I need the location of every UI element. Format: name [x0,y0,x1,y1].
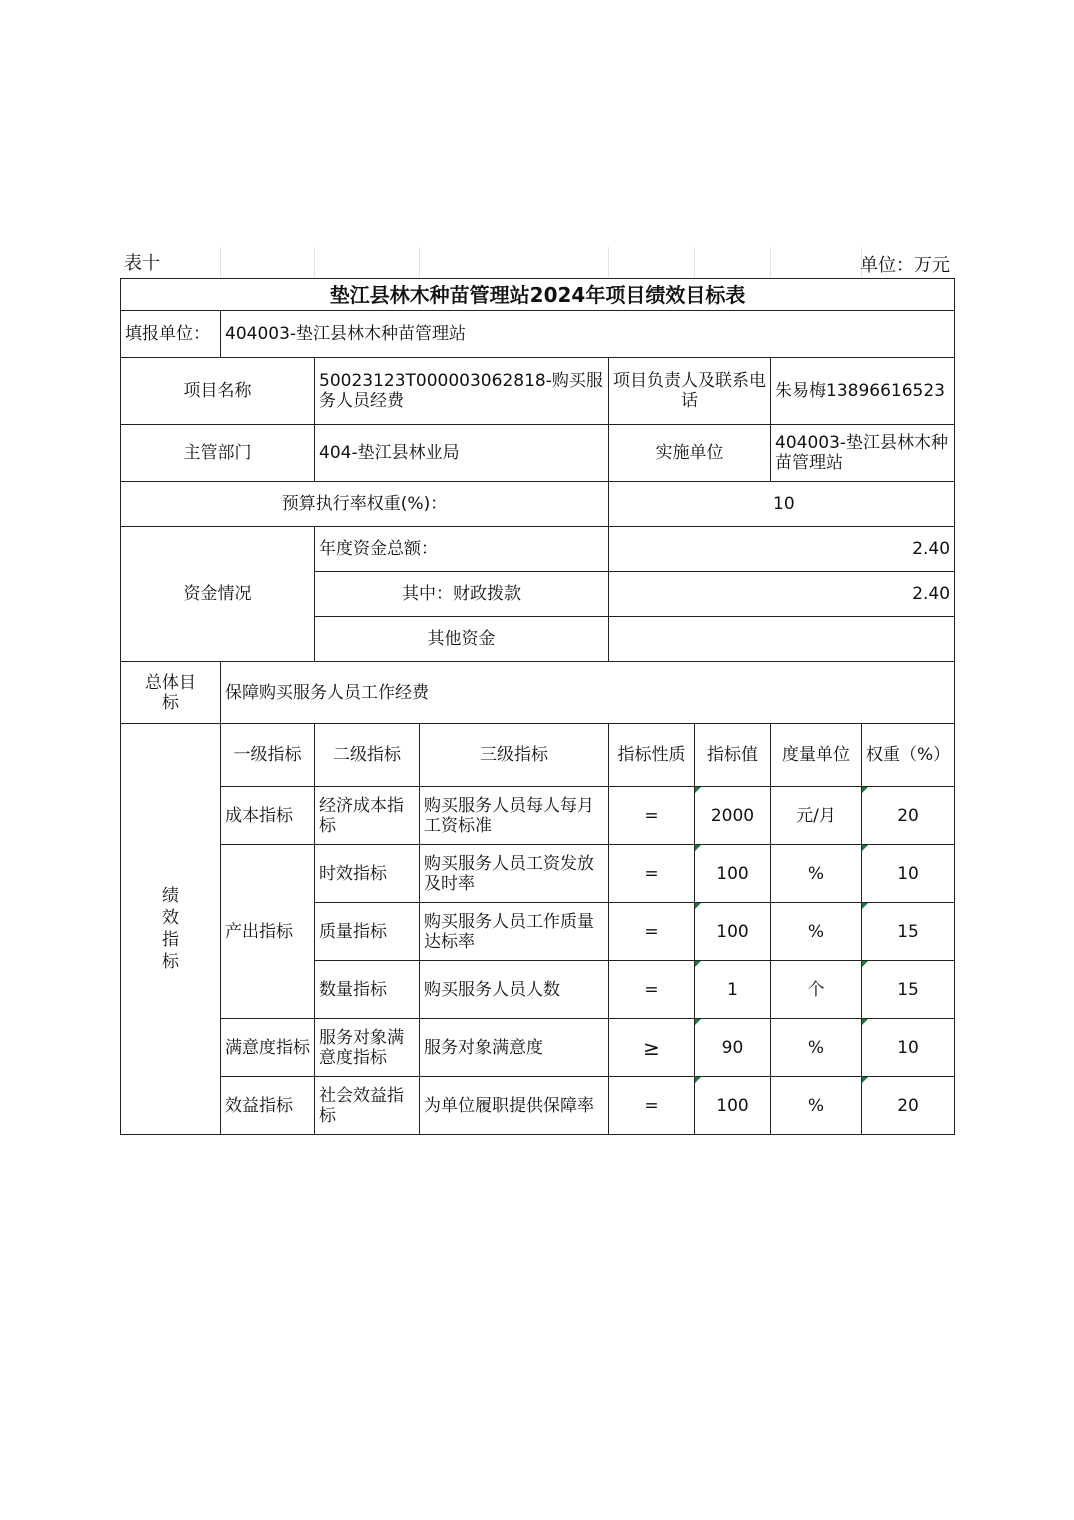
row-nature: = [609,903,695,961]
table-row [121,787,955,845]
row-weight: 20 [862,787,955,845]
row-value: 2000 [695,787,771,845]
level1-cost: 成本指标 [221,787,315,845]
row-unit: % [771,1077,862,1135]
row-level3: 购买服务人员每人每月工资标准 [420,787,609,845]
row-level2: 质量指标 [315,903,420,961]
row-level2: 时效指标 [315,845,420,903]
row-unit: % [771,903,862,961]
row-unit: 元/月 [771,787,862,845]
row-level3: 购买服务人员工资发放及时率 [420,845,609,903]
funds-total-label: 年度资金总额： [315,527,609,572]
performance-table [120,278,955,1135]
funds-other-value [609,617,955,662]
funds-label: 资金情况 [121,527,315,662]
project-name-value: 50023123T000003062818-购买服务人员经费 [315,358,609,425]
row-level2: 经济成本指标 [315,787,420,845]
impl-unit-value: 404003-垫江县林木种苗管理站 [771,425,955,482]
row-weight: 10 [862,845,955,903]
row-nature: = [609,1077,695,1135]
table-row [121,1019,955,1077]
indicators-section-label: 绩效指标 [121,724,221,1135]
page-title: 垫江县林木种苗管理站2024年项目绩效目标表 [121,279,955,311]
level1-benefit: 效益指标 [221,1077,315,1135]
row-level2: 社会效益指标 [315,1077,420,1135]
project-owner-value: 朱易梅13896616523 [771,358,955,425]
table-row [121,845,955,903]
header-level1: 一级指标 [221,724,315,787]
table-row [121,1077,955,1135]
level1-satisfaction: 满意度指标 [221,1019,315,1077]
header-level3: 三级指标 [420,724,609,787]
row-value: 100 [695,845,771,903]
row-weight: 20 [862,1077,955,1135]
budget-weight-label: 预算执行率权重(%)： [121,482,609,527]
level1-output: 产出指标 [221,845,315,1019]
filing-unit-value: 404003-垫江县林木种苗管理站 [221,311,955,358]
header-unit: 度量单位 [771,724,862,787]
funds-fiscal-label: 其中：财政拨款 [315,572,609,617]
row-level3: 为单位履职提供保障率 [420,1077,609,1135]
unit-label: 单位：万元 [860,255,950,276]
dept-value: 404-垫江县林业局 [315,425,609,482]
project-name-label: 项目名称 [121,358,315,425]
header-weight: 权重（%） [862,724,955,787]
funds-total-value: 2.40 [609,527,955,572]
header-level2: 二级指标 [315,724,420,787]
row-value: 90 [695,1019,771,1077]
row-value: 100 [695,1077,771,1135]
row-nature: = [609,845,695,903]
row-level2: 服务对象满意度指标 [315,1019,420,1077]
row-value: 100 [695,903,771,961]
overall-target-value: 保障购买服务人员工作经费 [221,662,955,724]
row-level3: 购买服务人员人数 [420,961,609,1019]
filing-unit-label: 填报单位： [121,311,221,358]
row-level2: 数量指标 [315,961,420,1019]
row-nature: ≥ [609,1019,695,1077]
header-value: 指标值 [695,724,771,787]
dept-label: 主管部门 [121,425,315,482]
funds-fiscal-value: 2.40 [609,572,955,617]
row-unit: 个 [771,961,862,1019]
row-weight: 15 [862,961,955,1019]
funds-other-label: 其他资金 [315,617,609,662]
row-weight: 10 [862,1019,955,1077]
row-unit: % [771,845,862,903]
sheet-top-line [120,247,954,278]
row-unit: % [771,1019,862,1077]
impl-unit-label: 实施单位 [609,425,771,482]
row-nature: = [609,787,695,845]
overall-target-label: 总体目标 [121,662,221,724]
row-value: 1 [695,961,771,1019]
budget-weight-value: 10 [609,482,955,527]
table-number: 表十 [124,253,160,274]
performance-target-sheet [120,247,954,1135]
row-weight: 15 [862,903,955,961]
row-level3: 购买服务人员工作质量达标率 [420,903,609,961]
row-level3: 服务对象满意度 [420,1019,609,1077]
row-nature: = [609,961,695,1019]
project-owner-label: 项目负责人及联系电话 [609,358,771,425]
header-nature: 指标性质 [609,724,695,787]
